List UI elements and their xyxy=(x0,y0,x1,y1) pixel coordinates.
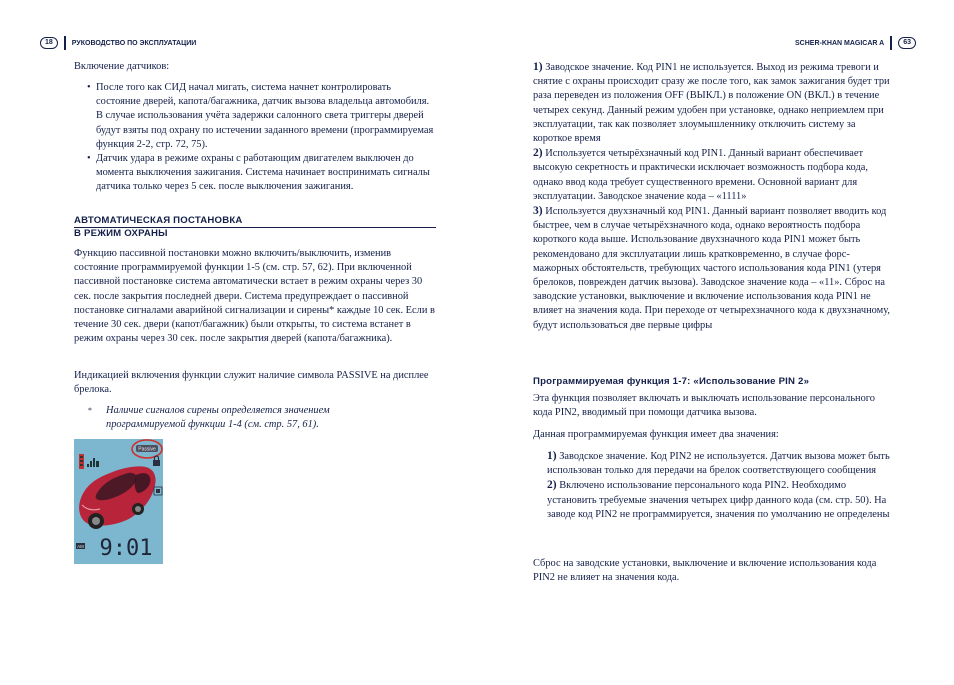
pin2-options xyxy=(547,449,895,522)
header-divider xyxy=(64,36,66,50)
pin2-option-2 xyxy=(547,478,895,522)
page-number-right: 63 xyxy=(898,37,916,49)
header-divider xyxy=(890,36,892,50)
header-title-right: SCHER-KHAN MAGICAR A xyxy=(795,39,885,47)
option-number: 1) xyxy=(547,450,557,462)
option-text: Заводское значение. Код PIN1 не используется. Выход из режима тревоги и снятие с охраны происходит сразу же после того, как замок зажигания будет три раза переведен из положения OFF (ВЫКЛ.) в положение ON (ВКЛ.) в течение четырех секунд. Данный режим удобен при установке, однако неприемлем при эксплуатации, так как позволяет злоумышленнику отключить систему за короткое время xyxy=(533,62,890,145)
pin1-option-2 xyxy=(533,146,895,204)
sensor-bullets xyxy=(74,81,436,195)
trunk-icon xyxy=(154,487,162,495)
heading-line-1: АВТОМАТИЧЕСКАЯ ПОСТАНОВКА xyxy=(74,215,243,226)
option-number: 3) xyxy=(533,205,543,218)
keyfob-display-image xyxy=(74,439,163,564)
footnote-mark: * xyxy=(88,406,92,415)
pin1-option-3 xyxy=(533,204,895,333)
option-number: 2) xyxy=(547,479,557,492)
header-right xyxy=(795,36,916,50)
option-number: 2) xyxy=(533,147,543,160)
car-image xyxy=(79,466,155,529)
passive-label: Passive xyxy=(138,446,156,453)
lock-icon xyxy=(153,456,160,466)
option-number: 1) xyxy=(533,61,543,73)
heading-line-2: В РЕЖИМ ОХРАНЫ xyxy=(74,228,168,239)
am-label: AM xyxy=(77,544,84,549)
passive-paragraph: Функцию пассивной постановки можно включить/выключить, изменив состояние программируемой функции 1-5 (см. стр. 57, 62). При включенной пассивной постановке система автоматически встает в режим охраны через 30 сек. после закрытия последней двери. Система предупреждает о пассивной постановке сигналами аварийной сигнализации и сирены* каждые 10 сек. Если в течение 30 сек. двери (капот/багажник) были открыты, то система встанет в режим охраны через 30 сек. после закрытия дверей (капота/багажника). xyxy=(74,248,435,345)
signal-icon xyxy=(79,454,99,469)
option-text: Заводское значение. Код PIN2 не используется. Датчик вызова может быть использован только для передачи на брелок соответствующего сообщения xyxy=(547,451,890,477)
sensors-title: Включение датчиков: xyxy=(74,61,170,72)
footnote xyxy=(88,404,378,432)
passive-indicator-paragraph: Индикацией включения функции служит наличие символа PASSIVE на дисплее брелока. xyxy=(74,370,429,396)
clock-time: 9:01 xyxy=(99,536,153,561)
option-text: Используется двухзначный код PIN1. Данный вариант позволяет вводить код быстрее, чем в случае четырёхзначного кода, однако вероятность подбора короткого кода выше. Использование двухзначного кода PIN1 может быть рекомендовано для эксплуатации лишь кратковременно, в случае форс-мажорных обстоятельств, требующих частого использования кода PIN1 (утеря брелоков, поврежден датчик вызова). Заводское значение кода – «11». Сброс на заводские установки, выключение и включение использования кода PIN1 не влияет на значения кода. При переходе от четырехзначного кода к двухзначному, будут использоваться две первые цифры xyxy=(533,206,890,331)
page-number-left: 18 xyxy=(40,37,58,49)
header-title-left: РУКОВОДСТВО ПО ЭКСПЛУАТАЦИИ xyxy=(71,39,197,47)
bullet-item: • Датчик удара в режиме охраны с работающим двигателем выключен до момента выключения зажигания. Система начинает воспринимать сигналы датчика только через 5 сек. после выключения зажигания. xyxy=(74,152,436,195)
keyfob-display-graphic xyxy=(74,439,163,564)
pin2-option-1 xyxy=(547,449,895,478)
option-text: Включено использование персонального кода PIN2. Необходимо установить требуемые значения четырех цифр данного кода (см. стр. 50). На заводе код PIN2 не программируется, значения по умолчанию не определены xyxy=(547,480,890,520)
footnote-text: Наличие сигналов сирены определяется значением программируемой функции 1-4 (см. стр. 57, 61). xyxy=(106,405,330,431)
pin2-paragraph-2: Данная программируемая функция имеет два значения: xyxy=(533,429,779,440)
pin2-heading: Программируемая функция 1-7: «Использование PIN 2» xyxy=(533,376,810,387)
option-text: Используется четырёхзначный код PIN1. Данный вариант обеспечивает высокую секретность и практически исключает возможность подбора кода, однако ввод кода требует существенного времени. Основной вариант для эксплуатации. Заводское значение кода – «1111» xyxy=(533,148,868,202)
pin1-options xyxy=(533,60,895,333)
header-left xyxy=(40,36,196,50)
pin1-option-1 xyxy=(533,60,895,146)
pin2-paragraph-3: Сброс на заводские установки, выключение и включение использования кода PIN2 не влияет на значения кода. xyxy=(533,558,877,584)
bullet-item: • После того как СИД начал мигать, система начнет контролировать состояние дверей, капота/багажника, датчик вызова владельца автомобиля. В случае использования учёта задержки салонного света триггеры дверей будут взяты под охрану по истечении заданного времени (программируемая функция 2-2, стр. 72, 75). xyxy=(74,81,436,152)
pin2-paragraph-1: Эта функция позволяет включать и выключать использование персонального кода PIN2, вводимый при помощи датчика вызова. xyxy=(533,393,876,419)
section-heading xyxy=(74,215,436,239)
